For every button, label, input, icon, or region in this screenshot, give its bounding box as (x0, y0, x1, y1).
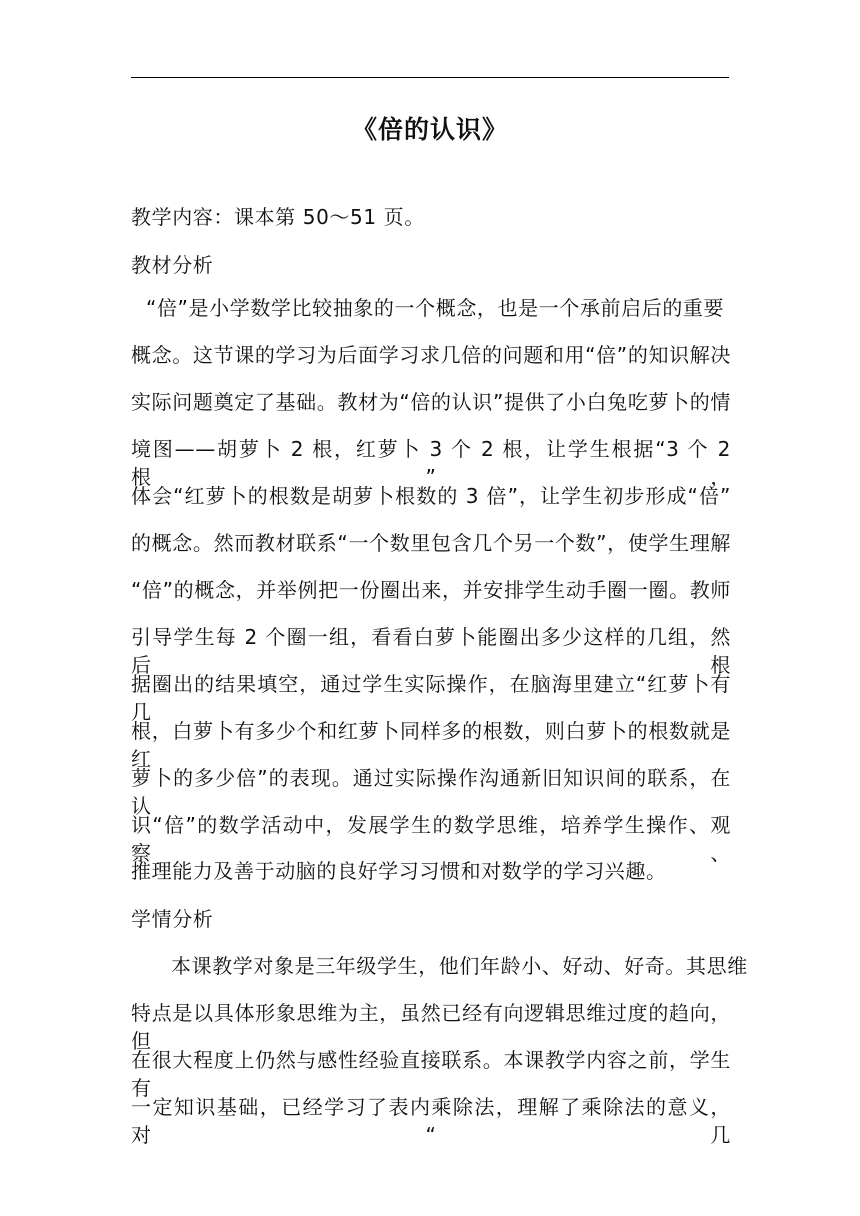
paragraph-line: 境图——胡萝卜 2 根，红萝卜 3 个 2 根，让学生根据“3 个 2 根”， (131, 437, 731, 489)
paragraph-line: 的概念。然而教材联系“一个数里包含几个另一个数”，使学生理解 (131, 531, 731, 555)
header-rule (131, 77, 729, 78)
paragraph-line: 实际问题奠定了基础。教材为“倍的认识”提供了小白兔吃萝卜的情 (131, 390, 731, 414)
paragraph-line: 一定知识基础，已经学习了表内乘除法，理解了乘除法的意义，对“几 (131, 1095, 731, 1147)
paragraph-line: 引导学生每 2 个圈一组，看看白萝卜能圈出多少这样的几组，然后根 (131, 625, 731, 677)
paragraph-line: 识“倍”的数学活动中，发展学生的数学思维，培养学生操作、观察、 (131, 813, 731, 865)
section-heading-students: 学情分析 (131, 907, 214, 931)
content-line: 教学内容：课本第 50～51 页。 (131, 205, 425, 229)
paragraph-line: 体会“红萝卜的根数是胡萝卜根数的 3 倍”，让学生初步形成“倍” (131, 484, 731, 508)
paragraph-line: 特点是以具体形象思维为主，虽然已经有向逻辑思维过度的趋向，但 (131, 1001, 731, 1053)
paragraph-line: 概念。这节课的学习为后面学习求几倍的问题和用“倍”的知识解决 (131, 343, 731, 367)
paragraph-line: 据圈出的结果填空，通过学生实际操作，在脑海里建立“红萝卜有几 (131, 672, 731, 724)
paragraph-line: 在很大程度上仍然与感性经验直接联系。本课教学内容之前，学生有 (131, 1048, 731, 1100)
paragraph-line: 推理能力及善于动脑的良好学习习惯和对数学的学习兴趣。 (131, 859, 667, 883)
paragraph-line: 本课教学对象是三年级学生，他们年龄小、好动、好奇。其思维 (171, 954, 748, 978)
paragraph-line: “倍”是小学数学比较抽象的一个概念，也是一个承前启后的重要 (146, 296, 725, 320)
document-title: 《倍的认识》 (351, 115, 508, 144)
paragraph-line: “倍”的概念，并举例把一份圈出来，并安排学生动手圈一圈。教师 (131, 578, 731, 602)
paragraph-line: 萝卜的多少倍”的表现。通过实际操作沟通新旧知识间的联系，在认 (131, 766, 731, 818)
paragraph-line: 根，白萝卜有多少个和红萝卜同样多的根数，则白萝卜的根数就是红 (131, 719, 731, 771)
section-heading-material: 教材分析 (131, 253, 214, 277)
